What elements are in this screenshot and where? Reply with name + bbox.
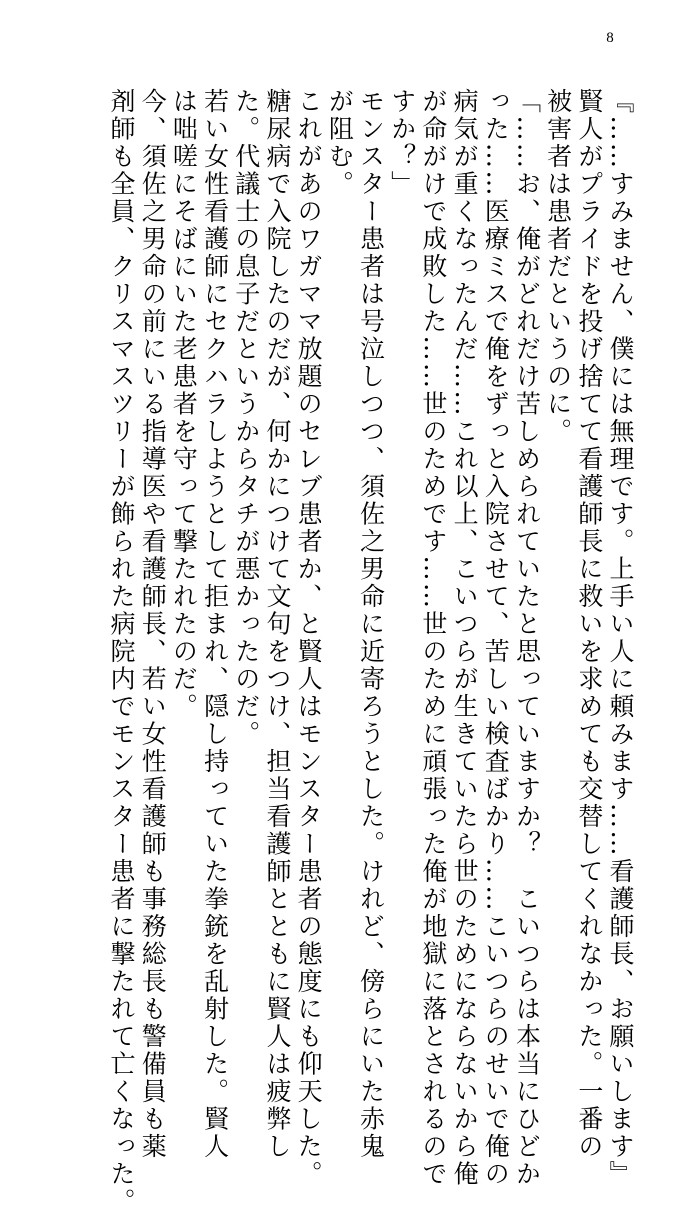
text-line: が命がけで成敗した……世のためです……世のために頑張った俺が地獄に落とされるので [418, 88, 448, 1188]
text-line: た。代議士の息子だというからタチが悪かったのだ。 [231, 88, 261, 748]
page-number: 8 [606, 30, 614, 46]
text-line: 『……すみません、僕には無理です。上手い人に頼みます……看護師長、お願いします』 [606, 88, 635, 1188]
text-line: 賢人がプライドを投げ捨てて看護師長に救いを求めても交替してくれなかった。一番の [574, 88, 604, 1161]
text-line: 剤師も全員、クリスマスツリーが飾られた病院内でモンスター患者に撃たれて亡くなった。 [107, 88, 136, 1216]
text-line: モンスター患者は号泣しつつ、須佐之男命に近寄ろうとした。けれど、傍らにいた赤鬼 [356, 88, 386, 1161]
text-line: すか？」 [387, 88, 417, 198]
text-line: 今、須佐之男命の前にいる指導医や看護師長、若い女性看護師も事務総長も警備員も薬 [138, 88, 168, 1161]
text-line: った……医療ミスで俺をずっと入院させて、苦しい検査ばかり……こいつらのせいで俺の [481, 88, 511, 1188]
text-line: が阻む。 [325, 88, 355, 198]
text-line: 糖尿病で入院したのだが、何かにつけて文句をつけ、担当看護師とともに賢人は疲弊し [262, 88, 292, 1161]
text-line: 病気が重くなったんだ……これ以上、こいつらが生きていたら世のためにならないから俺 [450, 88, 480, 1188]
vertical-text-body [106, 88, 636, 1216]
text-line: これがあのワガママ放題のセレブ患者か、と賢人はモンスター患者の態度にも仰天した。 [294, 88, 324, 1188]
text-line: 被害者は患者だというのに。 [543, 88, 573, 446]
text-line: 「……お、俺がどれだけ苦しめられていたと思っていますか？ こいつらは本当にひどか [512, 88, 542, 1188]
text-line: 若い女性看護師にセクハラしようとして拒まれ、隠し持っていた拳銃を乱射した。賢人 [200, 88, 230, 1161]
text-line: は咄嗟にそばにいた老患者を守って撃たれたのだ。 [169, 88, 199, 721]
